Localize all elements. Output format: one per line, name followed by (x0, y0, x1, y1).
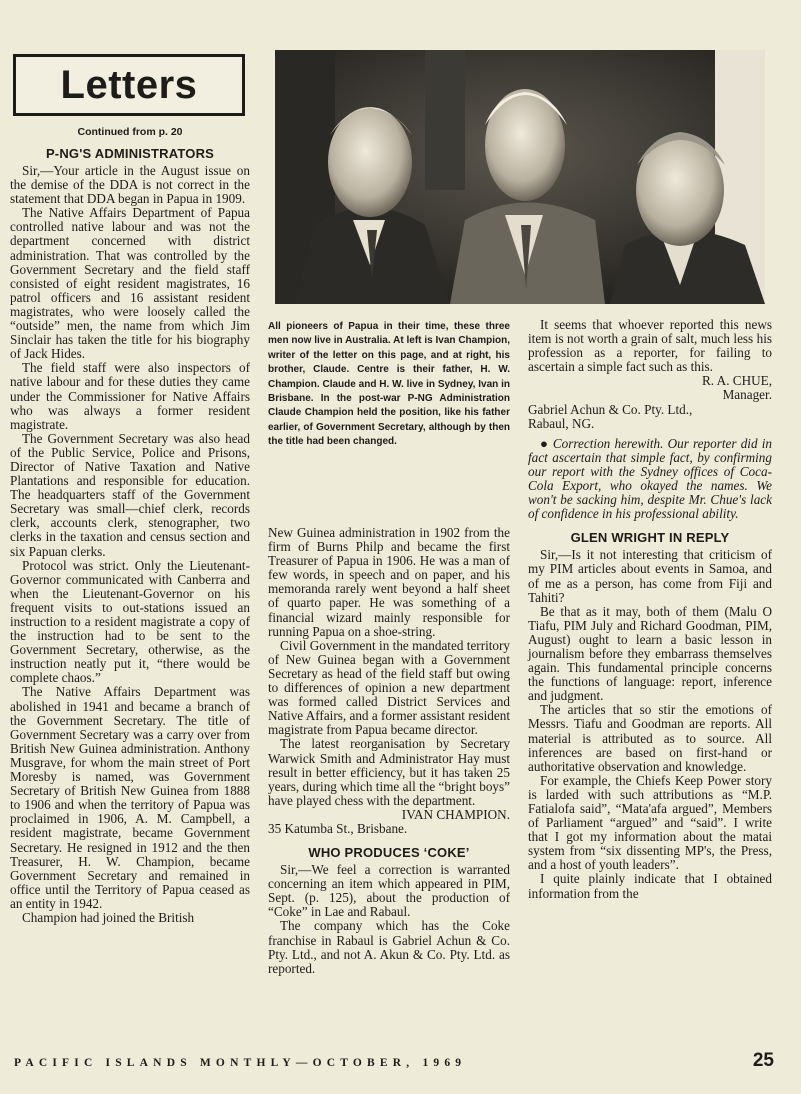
editor-note (528, 437, 772, 522)
photo-caption: All pioneers of Papua in their time, these three men now live in Australia. At left is Ivan Champion, writer of the letter on this page, and at right, his brother, Claude. Centre is their father, H. W. Champion. Claude and H. W. live in Sydney, Ivan in Brisbane. In the post-war P-NG Administration Claude Champion held the position, like his father earlier, of Government Secretary, although by then the title had been changed. (268, 321, 510, 448)
letter1-paragraph: The Native Affairs Department of Papua controlled native labour and was not the department concerned with district administration. That was controlled by the Government Secretary and the field staff consisted of eight resident magistrates, 16 patrol officers and 16 assistant resident magistrates, who were loosely called the “outside” men, the name from which Jim Sinclair has taken the title for his biography of Jack Hides. (10, 205, 250, 362)
champion-family-photo (275, 50, 765, 304)
photo-illustration (275, 50, 765, 304)
publication-line: PACIFIC ISLANDS MONTHLY—OCTOBER, 1969 (14, 1057, 467, 1069)
letter3-paragraph: Sir,—Is it not interesting that criticism of my PIM articles about events in Samoa, and of me as a person, has come from Fiji and Tahiti? (528, 547, 772, 605)
letter1-paragraph: The Native Affairs Department was abolished in 1941 and became a branch of the Government Secretary. The title of Government Secretary was a carry over from British New Guinea administration. Anthony Musgrave, for whom the main street of Port Moresby is named, was Government Secretary of British New Guinea from 1888 to 1906 and when the territory of Papua was proclaimed in 1906, A. M. Campbell, a resident magistrate, became Government Secretary. He resigned in 1912 and the then Treasurer, H. W. Champion, became Government Secretary and remained in office until the Territory of Papua ceased as an entity in 1942. (10, 684, 250, 911)
editor-note-text: Correction herewith. Our reporter did in fact ascertain that simple fact, by confirming our report with the Sydney offices of Coca-Cola Export, who okayed the names. We won't be sacking him, despite Mr. Chue's lack of confidence in his professional ability. (528, 435, 773, 522)
letter1-continued-paragraph: New Guinea administration in 1902 from the firm of Burns Philp and became the first Treasurer of Papua in 1906. He was a man of few words, in speech and on paper, and his memoranda rarely went beyond a half sheet of quarto paper. He was something of a financial wizard mainly responsible for running Papua on a shoe-string. (268, 525, 510, 639)
letter1-heading: P-NG'S ADMINISTRATORS (45, 146, 215, 161)
letter1-continued-paragraph: Civil Government in the mandated territory of New Guinea began with a Government Secretary as head of the field staff but owing to differences of opinion a new department was formed called District Services and Native Affairs, and a former assistant resident magistrate from Papua became director. (268, 637, 510, 738)
letter2-signature: R. A. CHUE, (702, 373, 772, 389)
letter1-paragraph: Sir,—Your article in the August issue on the demise of the DDA is not correct in the statement that DDA began in Papua in 1909. (10, 163, 250, 207)
letters-masthead (13, 54, 245, 116)
letter3-heading: GLEN WRIGHT IN REPLY (570, 530, 730, 546)
letter1-address: 35 Katumba St., Brisbane. (268, 820, 408, 836)
column-3 (528, 318, 772, 901)
letter3-paragraph: Be that as it may, both of them (Malu O Tiafu, PIM July and Richard Goodman, PIM, August) ought to learn a basic lesson in journalism before they embarrass themselves again. This fundamental principle concerns the functions of language: report, inference and judgment. (528, 603, 772, 704)
column-2 (268, 526, 510, 976)
letter1-paragraph: The field staff were also inspectors of native labour and for these duties they came under the Commissioner for Native Affairs who was always a former resident magistrate. (10, 360, 250, 432)
letter2-paragraph: Sir,—We feel a correction is warranted concerning an item which appeared in PIM, Sept. (p. 125), about the production of “Coke” in Lae and Rabaul. (268, 862, 510, 920)
letter1-paragraph: Champion had joined the British (22, 909, 195, 925)
letter1-signature: IVAN CHAMPION. (401, 806, 510, 822)
letter2-company: Gabriel Achun & Co. Pty. Ltd., (528, 401, 693, 417)
bullet-icon: ● (540, 435, 549, 451)
letter1-paragraph: The Government Secretary was also head of the Public Service, Police and Prisons, Director of Native Taxation and Native Plantations and responsible for education. The headquarters staff of the Government Secretary was small—chief clerk, records clerk, accounts clerk, stenographer, two clerks in the taxation and census section and six Papuan clerks. (10, 430, 250, 559)
page-number: 25 (752, 1050, 774, 1071)
letter3-paragraph: I quite plainly indicate that I obtained information from the (528, 871, 772, 901)
letter3-paragraph: The articles that so stir the emotions of Messrs. Tiafu and Goodman are reports. All material is attributed as to source. All inferences are based on first-hand or authoritative observation and knowledge. (528, 702, 772, 774)
letter2-paragraph: The company which has the Coke franchise in Rabaul is Gabriel Achun & Co. Pty. Ltd., and not A. Akun & Co. Pty. Ltd. as reported. (268, 918, 510, 976)
letter1-continued-paragraph: The latest reorganisation by Secretary Warwick Smith and Administrator Hay must result in better efficiency, but it has taken 25 years, during which time all the “bright boys” have played chess with the department. (268, 736, 510, 808)
letter1-paragraph: Protocol was strict. Only the Lieutenant-Governor communicated with Canberra and when the Lieutenant-Governor on his frequent visits to out-stations issued an instruction to a resident magistrate a copy of the instruction had to be sent to the Government Secretary, otherwise, as the instruction neatly put it, “there would be complete chaos.” (10, 557, 250, 686)
letter2-paragraph: It seems that whoever reported this news item is not worth a grain of salt, much less his profession as a reporter, for failing to ascertain a simple fact such as this. (528, 317, 772, 375)
letter2-heading: WHO PRODUCES ‘COKE’ (308, 845, 470, 861)
letter3-paragraph: For example, the Chiefs Keep Power story is larded with such attributions as “M.P. Fatialofa said”, “Mata'afa argued”, Members of Parliament “argued” and “said”. I write that I got my information about the matai system from “six dissenting MP's, the Press, and a host of youth leaders”. (528, 772, 772, 873)
letter2-signature-title: Manager. (722, 387, 772, 403)
column-1 (10, 122, 250, 925)
page-footer (14, 1050, 774, 1076)
continued-note: Continued from p. 20 (77, 126, 183, 138)
masthead-title: Letters (60, 62, 198, 107)
letter2-place: Rabaul, NG. (528, 415, 595, 431)
